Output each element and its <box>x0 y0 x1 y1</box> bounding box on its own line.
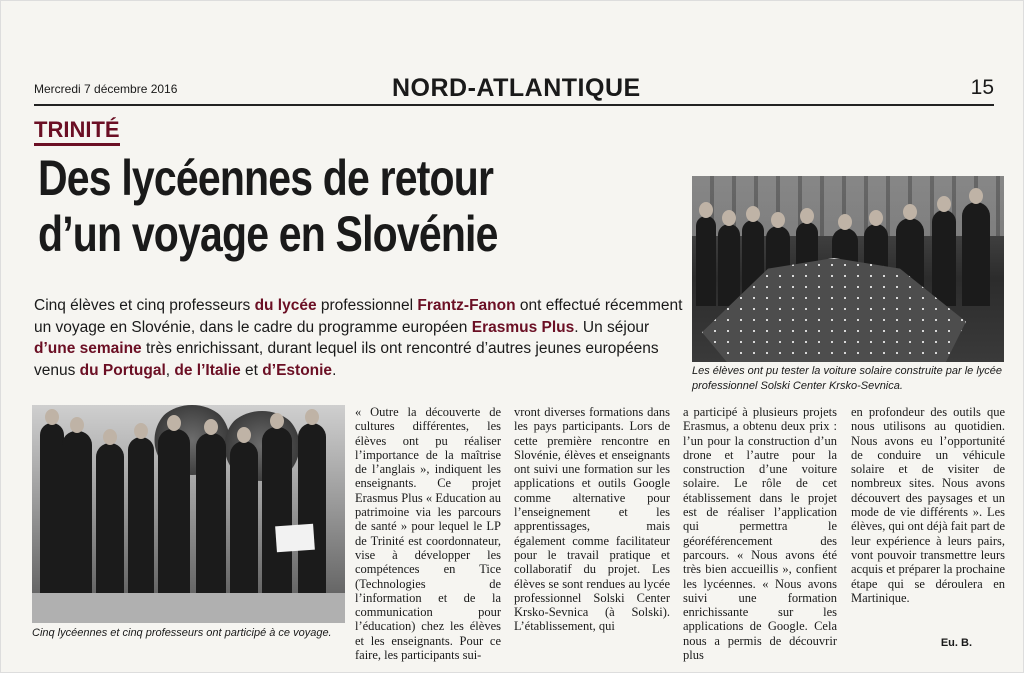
author-signature: Eu. B. <box>940 637 972 649</box>
lede-text: très enrichissant, durant lequel ils ont rencontré d’autres jeunes européens venus <box>34 340 659 379</box>
article-kicker: TRINITÉ <box>34 117 120 146</box>
lede-emphasis: d’une semaine <box>34 340 142 357</box>
headline-line-2: d’un voyage en Slovénie <box>38 206 498 262</box>
header-rule <box>34 104 994 106</box>
lede-emphasis: d’Estonie <box>262 361 333 379</box>
lede-emphasis: du lycée <box>254 297 317 314</box>
lede-text: professionnel <box>316 297 418 314</box>
solar-car-photo <box>692 176 1004 362</box>
article-column-3 <box>683 405 837 662</box>
lede-text: , <box>165 361 175 379</box>
issue-date: Mercredi 7 décembre 2016 <box>34 82 178 96</box>
article-headline <box>38 150 563 262</box>
article-column-4 <box>851 405 1005 605</box>
group-photo-caption: Cinq lycéennes et cinq professeurs ont participé à ce voyage. <box>32 627 332 639</box>
lede-emphasis: Frantz-Fanon <box>417 297 516 314</box>
headline-line-1: Des lycéennes de retour <box>38 150 494 206</box>
lede-text: ont effectué récemment un voyage en Slovénie, dans le cadre du programme européen <box>34 297 683 336</box>
lede-emphasis: de l’Italie <box>174 361 241 379</box>
solar-car-caption: Les élèves ont pu tester la voiture solaire construite par le lycée professionnel Solski Center Krsko-Sevnica. <box>692 365 1002 392</box>
page-number: 15 <box>970 76 994 99</box>
column-text: « Outre la découverte de cultures différentes, les élèves ont pu réaliser l’importance de la maîtrise de l’anglais », indiquent les enseignants. Ce projet Erasmus Plus « Education au patrimoine via les parcours de santé » pour lequel le LP de Trinité est coordonnateur, vise à développer les compétences en Tice (Technologies de l’information et de la communication pour l’éducation) chez les élèves et les enseignants. Pour ce faire, les participants sui- <box>355 405 501 663</box>
lede-emphasis: Erasmus Plus <box>471 318 575 336</box>
lede-text: . <box>332 361 337 379</box>
lede-text: Cinq élèves et cinq professeurs <box>34 297 255 314</box>
column-text: en profondeur des outils que nous utilisons au quotidien. Nous avons eu l’opportunité de conduire un véhicule solaire et de visiter de nombreux sites. Nous avons découvert des paysages et un mode de vie différents ». Les élèves, qui ont déjà fait part de leur expérience à leurs pairs, vont pouvoir transmettre leurs acquis et préparer la prochaine étape qui se déroulera en Martinique. <box>851 405 1005 605</box>
photo-floor <box>32 593 345 623</box>
paper-sheet <box>275 524 315 553</box>
page-header <box>34 74 994 104</box>
column-text: a participé à plusieurs projets Erasmus, a obtenu deux prix : l’un pour la construction d’un drone et l’autre pour la construction d’une voiture solaire. Le rôle de cet établissement dans le projet est de réaliser l’application qui permettra le géoréférencement des parcours. « Nous avons été très bien accueillis », confient les lycéennes. « Nous avons suivi une formation enrichissante sur les applications de Google. Cela nous a permis de découvrir plus <box>683 405 837 663</box>
column-text: vront diverses formations dans les pays participants. Lors de cette première rencontre en Slovénie, élèves et enseignants ont suivi une formation sur les applications et outils Google comme alternative pour l’enseignement et les apprentissages, mais également comme facilitateur pour le travail pratique et collaboratif du projet. Les élèves se sont rendues au lycée professionnel Solski Center Krsko-Sevnica (à Solski). L’établissement, qui <box>514 405 670 634</box>
article-column-2 <box>514 405 670 634</box>
lede-emphasis: du Portugal <box>79 361 166 379</box>
group-photo <box>32 405 345 623</box>
section-title: NORD-ATLANTIQUE <box>392 74 641 102</box>
lede-text: . Un séjour <box>574 318 650 336</box>
article-column-1 <box>355 405 501 662</box>
lede-text: et <box>240 361 263 379</box>
article-lede <box>34 295 684 381</box>
